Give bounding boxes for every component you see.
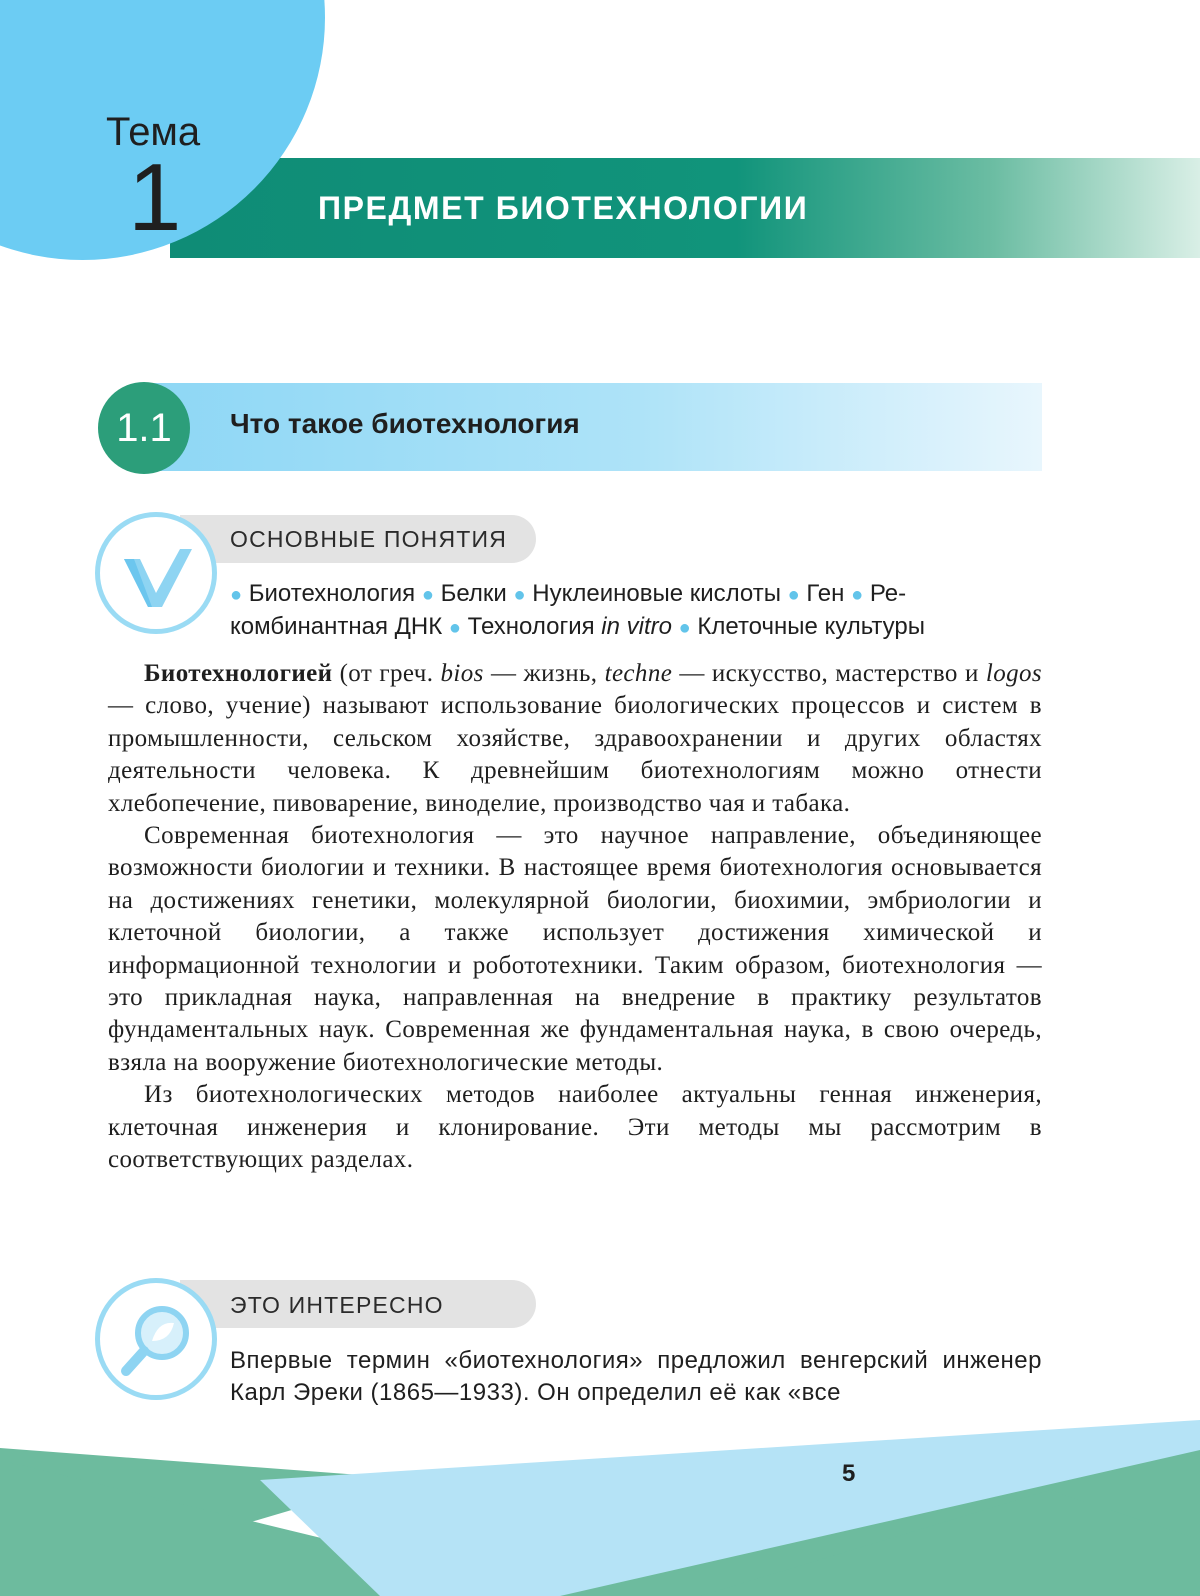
key-concepts-label: ОСНОВНЫЕ ПОНЯТИЯ: [230, 526, 508, 552]
bullet-icon: ●: [421, 584, 434, 606]
paragraph: Биотехнологией (от греч. bios — жизнь, techne — искусство, мастерство и logos — слово, учение) называют использование биологических процессов и систем в промышленности, сельском хозяйстве, здравоохранении и других областях деятельности человека. К древнейшим биотехнологиям можно отнести хлебопечение, пивоварение, виноделие, производство чая и табака.: [108, 660, 1043, 817]
concept-item: Ре-: [869, 580, 907, 607]
concept-item: Ген: [806, 580, 845, 607]
body-text: [108, 658, 1042, 1177]
section-title: Что такое биотехнология: [230, 408, 580, 439]
concept-item: Нуклеиновые кислоты: [532, 580, 781, 607]
concept-item: Белки: [440, 580, 507, 607]
bullet-icon: ●: [678, 617, 691, 639]
bullet-icon: ●: [230, 584, 243, 606]
interesting-text: Впервые термин «биотехнология» предложил венгерский инженер Карл Эреки (1865—1933). Он определил её как «все: [230, 1347, 1042, 1406]
bullet-icon: ●: [787, 584, 800, 606]
concept-item: Биотехнология: [248, 580, 416, 607]
topic-number: 1: [128, 144, 182, 251]
footer-decoration: [0, 1420, 1200, 1596]
concept-item: Клеточные культуры: [697, 613, 925, 640]
bullet-icon: ●: [448, 617, 461, 639]
concept-item-italic: in vitro: [601, 613, 672, 640]
term-highlight: Биотехнологией: [144, 660, 333, 687]
concept-item: комбинантная ДНК: [230, 613, 443, 640]
topic-label: Тема: [106, 110, 201, 154]
interesting-label: ЭТО ИНТЕРЕСНО: [230, 1292, 444, 1318]
paragraph: Из биотехнологических методов наиболее актуальны генная инженерия, клеточная инженерия и клонирование. Эти методы мы рассмотрим в соответствующих разделах.: [108, 1081, 1042, 1174]
section-number: 1.1: [116, 406, 172, 450]
paragraph: Современная биотехнология — это научное направление, объединяющее возможности биологии и техники. В настоящее время биотехнология основывается на достижениях генетики, молекулярной биологии, биохимии, эмбриологии и клеточной биологии, а также использует достижения химической и информационной технологии и робототехники. Таким образом, биотехнология — это прикладная наука, направленная на внедрение в практику результатов фундаментальных наук. Современная же фундаментальная наука, в свою очередь, взяла на вооружение биотехнологические методы.: [108, 822, 1042, 1076]
bullet-icon: ●: [513, 584, 526, 606]
page-number: 5: [842, 1460, 856, 1487]
bullet-icon: ●: [851, 584, 864, 606]
magnifier-icon: [95, 1278, 217, 1400]
key-concepts-list: [230, 578, 1042, 644]
topic-title: ПРЕДМЕТ БИОТЕХНОЛОГИИ: [318, 190, 809, 226]
checkmark-icon: [95, 512, 217, 634]
concept-item: Технология: [467, 613, 595, 640]
